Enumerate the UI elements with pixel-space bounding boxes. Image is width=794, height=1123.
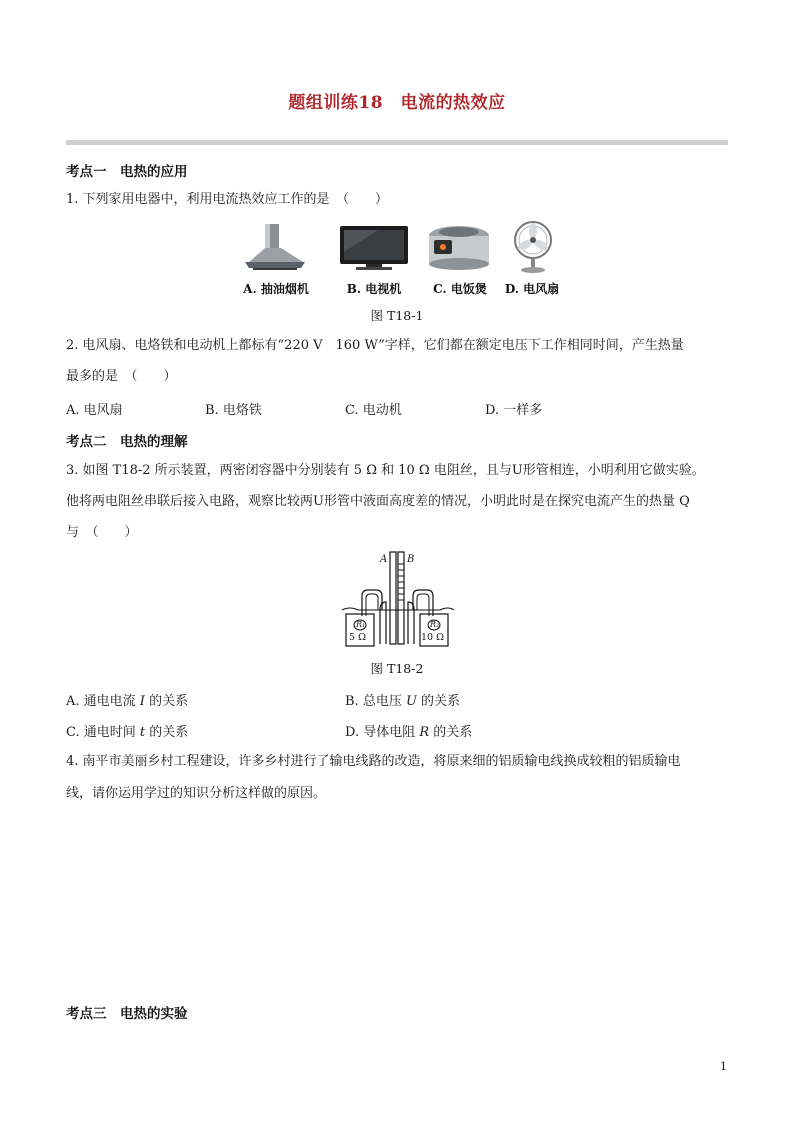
tv-icon	[338, 222, 410, 272]
title-divider	[66, 140, 728, 145]
q2-option-d: D. 一样多	[485, 403, 543, 418]
left-resistance-value: 5 Ω	[349, 632, 366, 643]
question-3-line-1: 3. 如图 T18-2 所示装置，两密闭容器中分别装有 5 Ω 和 10 Ω 电阻丝，且与U形管相连，小明利用它做实验。	[66, 463, 705, 478]
question-4-line-1: 4. 南平市美丽乡村工程建设，许多乡村进行了输电线路的改造，将原来细的铝质输电线换成较粗的铝质输电	[66, 754, 681, 769]
section-heading-2: 考点二 电热的理解	[66, 434, 188, 450]
resistor-label-r2: R₂	[430, 620, 440, 629]
figure-caption-t18-2: 图 T18-2	[370, 661, 424, 676]
question-4-line-2: 线，请你运用学过的知识分析这样做的原因。	[66, 786, 327, 801]
q1-item-b-caption: B. 电视机	[346, 282, 402, 296]
resistor-label-r1: R₁	[356, 620, 366, 629]
q3-option-c: C. 通电时间 t 的关系	[66, 725, 189, 740]
question-2-line-1: 2. 电风扇、电烙铁和电动机上都标有“220 V 160 W”字样，它们都在额定电压下工作相同时间，产生热量	[66, 338, 684, 353]
right-resistance-value: 10 Ω	[421, 632, 444, 643]
tube-label-b: B	[407, 554, 415, 565]
electric-fan-icon	[507, 220, 559, 274]
q2-option-b: B. 电烙铁	[205, 403, 262, 418]
q1-item-d-caption: D. 电风扇	[504, 282, 560, 296]
q2-option-c: C. 电动机	[345, 403, 402, 418]
question-1-text: 1. 下列家用电器中，利用电流热效应工作的是 （ ）	[66, 192, 389, 207]
rice-cooker-icon	[426, 222, 492, 272]
question-2-line-2: 最多的是 （ ）	[66, 369, 177, 384]
q1-item-a-caption: A. 抽油烟机	[243, 282, 309, 296]
figure-caption-t18-1: 图 T18-1	[370, 308, 424, 323]
q3-option-b: B. 总电压 U 的关系	[345, 694, 461, 709]
section-heading-1: 考点一 电热的应用	[66, 164, 188, 180]
section-heading-3: 考点三 电热的实验	[66, 1006, 188, 1022]
tube-label-a: A	[380, 554, 388, 565]
q3-option-a: A. 通电电流 I 的关系	[66, 694, 189, 709]
question-3-line-3: 与 （ ）	[66, 525, 138, 540]
q3-option-d: D. 导体电阻 R 的关系	[345, 725, 473, 740]
q1-item-c-caption: C. 电饭煲	[433, 282, 487, 296]
page-title: 题组训练18 电流的热效应	[288, 93, 506, 113]
q2-option-a: A. 电风扇	[66, 403, 123, 418]
question-3-line-2: 他将两电阻丝串联后接入电路，观察比较两U形管中液面高度差的情况，小明此时是在探究电流产生的热量 Q	[66, 494, 690, 509]
range-hood-icon	[243, 222, 309, 272]
page-number: 1	[720, 1060, 727, 1073]
